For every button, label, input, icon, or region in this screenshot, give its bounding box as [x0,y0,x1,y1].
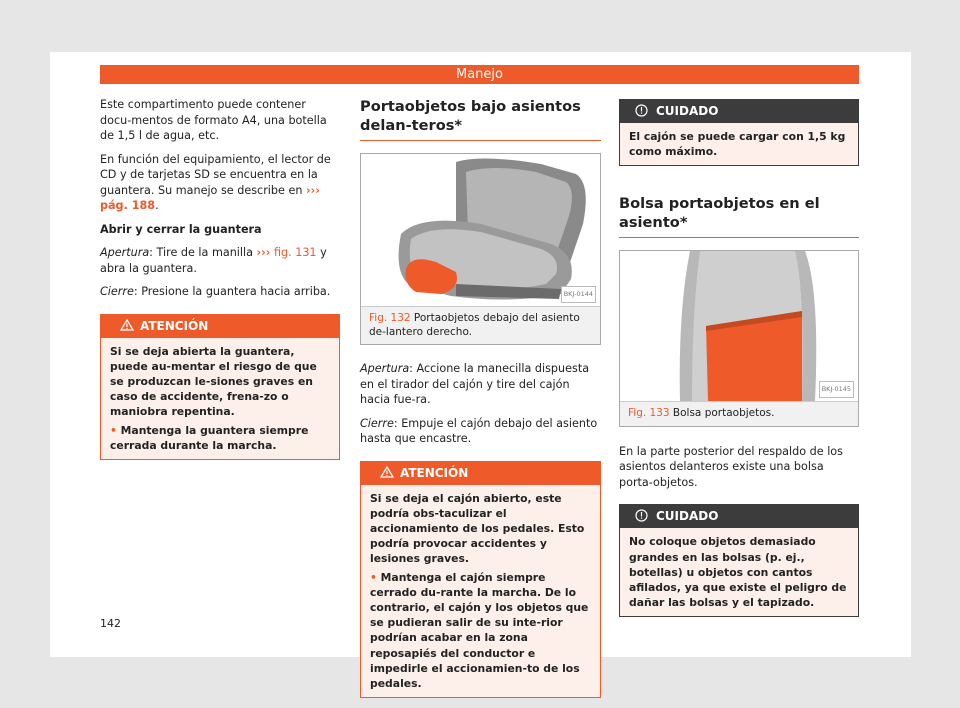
right-column [619,99,859,617]
bullet-icon: • [370,570,377,584]
paragraph: En la parte posterior del respaldo de los asientos delanteros existe una bolsa porta-objetos. [619,444,843,489]
caution-body: No coloque objetos demasiado grandes en las bolsas (p. ej., botellas) u objetos con cantos afilados, ya que existe el peligro de dañar las bolsas y el tapizado. [629,535,847,610]
figure-link[interactable]: fig. 131 [273,246,317,259]
seat-illustration [361,154,600,306]
paragraph: Apertura: Tire de la manilla ››› fig. 131 y abra la guantera. [100,246,327,275]
warning-icon [380,466,394,478]
caution-body: El cajón se puede cargar con 1,5 kg como máximo. [629,130,846,159]
paragraph: Cierre: Presione la guantera hacia arriba. [100,285,331,298]
page-number: 142 [100,617,121,630]
figure-caption: Fig. 132 Portaobjetos debajo del asiento de-lantero derecho. [361,307,600,344]
arrow-icon: ››› [256,246,271,259]
subheading: Abrir y cerrar la guantera [100,222,262,236]
seat-pocket-illustration [620,251,858,401]
figure [619,250,859,427]
arrow-icon: ››› [305,183,320,197]
section-heading: Bolsa portaobjetos en el asiento* [619,194,859,238]
warning-icon [120,319,134,331]
caution-header: CUIDADO [620,505,858,528]
paragraph: En función del equipamiento, el lector de CD y de tarjetas SD se encuentra en la guantera. Su manejo se describe en ››› pág. 188. [100,152,331,212]
figure-caption: Fig. 133 Bolsa portaobjetos. [620,402,858,426]
page-link[interactable]: pág. 188 [100,199,156,212]
left-column [100,97,340,460]
figure-code: BKJ-0144 [561,286,596,304]
paragraph: Apertura: Accione la manecilla dispuesta en el tirador del cajón y tire del cajón hacia fue-ra. [360,362,590,406]
warning-body: Si se deja abierta la guantera, puede au-mentar el riesgo de que se produzcan le-siones graves en caso de accidente, frena-zo o maniobra repentina. • Mantenga la guantera siempre cerrada durante la marcha. [110,344,317,452]
paragraph: Este compartimento puede contener docu-mentos de formato A4, una botella de 1,5 l de agua, etc. [100,98,327,142]
warning-header: ATENCIÓN [361,462,600,485]
info-circle-icon [635,509,648,522]
warning-box [360,461,601,699]
caution-box [619,504,859,617]
figure-image [361,154,600,307]
caution-box [619,99,859,166]
info-circle-icon [635,104,648,117]
figure-code: BKJ-0145 [819,381,854,399]
warning-body: Si se deja el cajón abierto, este podría obs-taculizar el accionamiento de los pedales. Esto podría provocar accidentes y lesiones graves. • Mantenga el cajón siempre cerrado du-rante la marcha. De lo contrario, el cajón y los objetos que se pudieran salir de su inte-rior podrían acabar en la zona reposapiés del conductor e impedirle el accionamien-to de los pedales. [370,491,589,690]
middle-column [360,97,601,698]
paragraph: Cierre: Empuje el cajón debajo del asiento hasta que encastre. [360,416,598,445]
warning-box [100,314,340,460]
caution-header: CUIDADO [620,100,858,123]
figure-image [620,251,858,402]
bullet-icon: • [110,423,117,437]
section-heading: Portaobjetos bajo asientos delan-teros* [360,97,601,141]
figure [360,153,601,345]
section-header: Manejo [100,65,859,84]
warning-header: ATENCIÓN [101,315,339,338]
